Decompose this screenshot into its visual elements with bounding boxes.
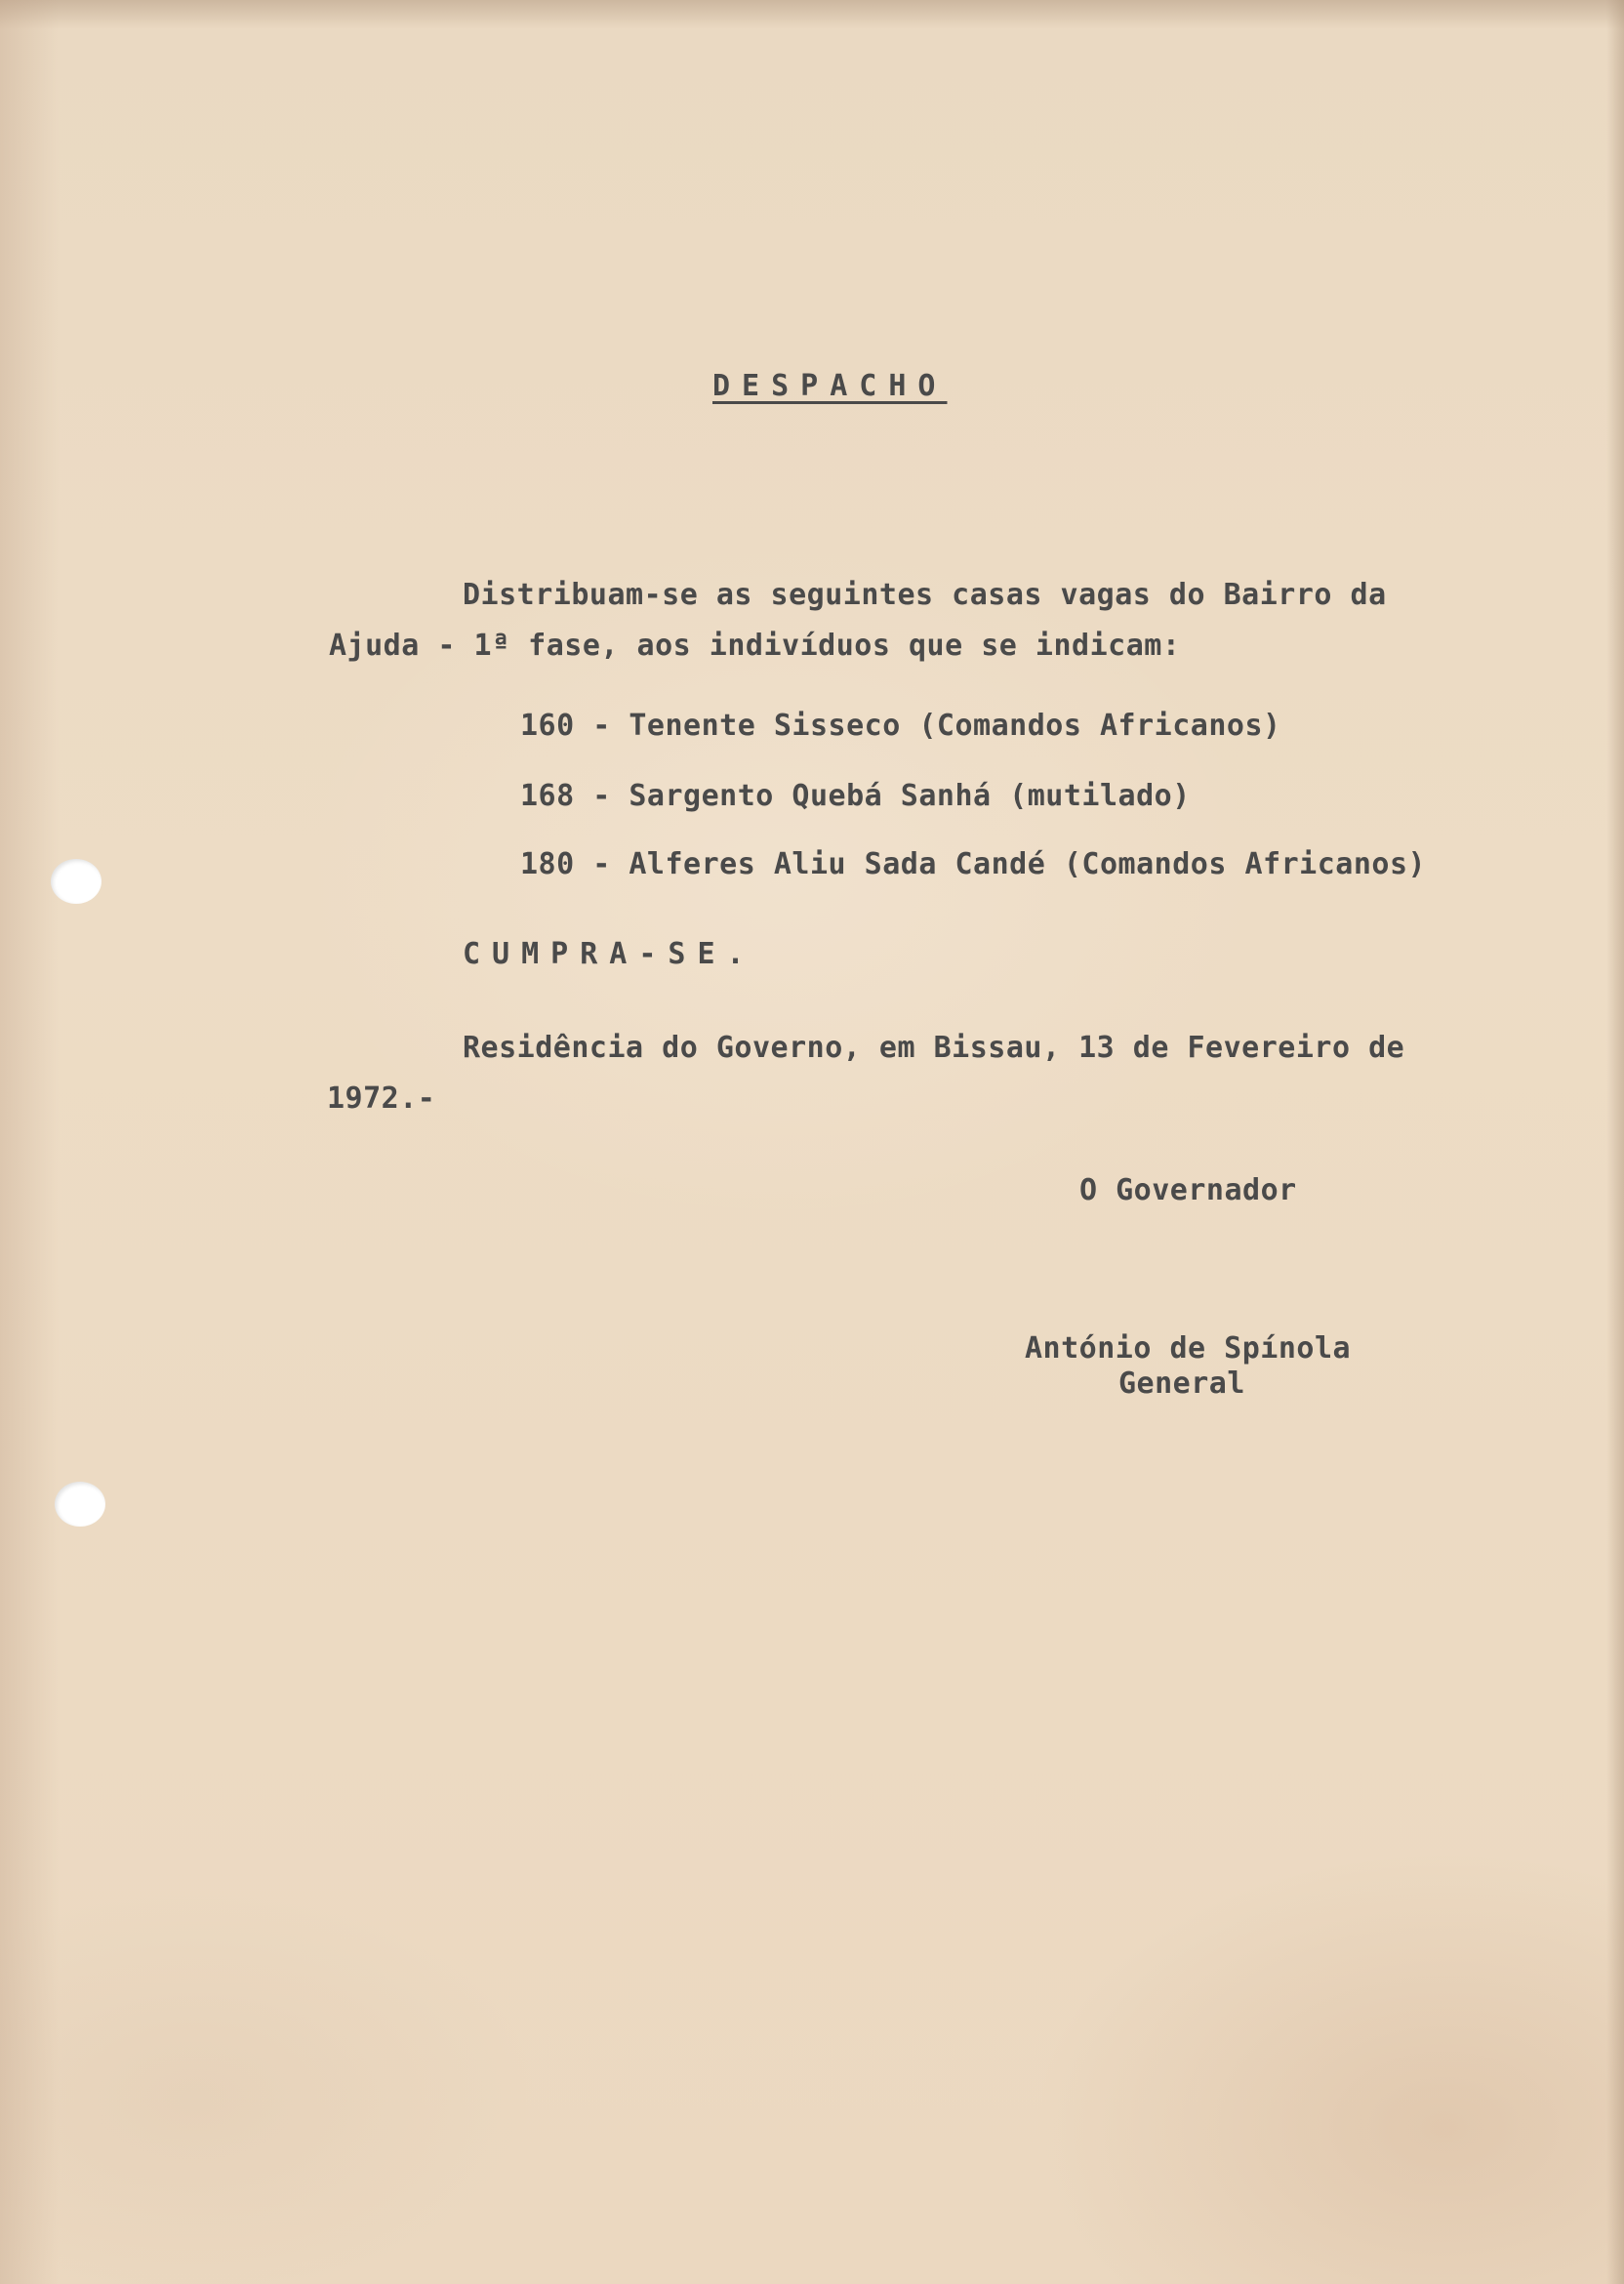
punch-hole-icon	[51, 859, 102, 904]
house-entry: 160 - Tenente Sisseco (Comandos Africanos)	[520, 709, 1281, 743]
order-line: CUMPRA-SE.	[463, 937, 756, 971]
signatory-name: António de Spínola	[1025, 1331, 1352, 1366]
place-date-line-2: 1972.-	[327, 1081, 436, 1116]
intro-line-1: Distribuam-se as seguintes casas vagas do Bairro da	[463, 578, 1387, 612]
paper-right-edge	[1606, 0, 1624, 2284]
place-date-line-1: Residência do Governo, em Bissau, 13 de Fevereiro de	[463, 1031, 1405, 1065]
intro-line-2: Ajuda - 1ª fase, aos indivíduos que se indicam:	[329, 629, 1181, 663]
document-title: DESPACHO	[712, 369, 948, 403]
house-entry: 180 - Alferes Aliu Sada Candé (Comandos Africanos)	[520, 847, 1427, 881]
signatory-rank: General	[1118, 1366, 1245, 1401]
paper-top-edge	[0, 0, 1624, 29]
signatory-title: O Governador	[1079, 1173, 1297, 1207]
punch-hole-icon	[55, 1482, 105, 1527]
paper-left-fold	[0, 0, 59, 2284]
house-entry: 168 - Sargento Quebá Sanhá (mutilado)	[520, 779, 1191, 813]
